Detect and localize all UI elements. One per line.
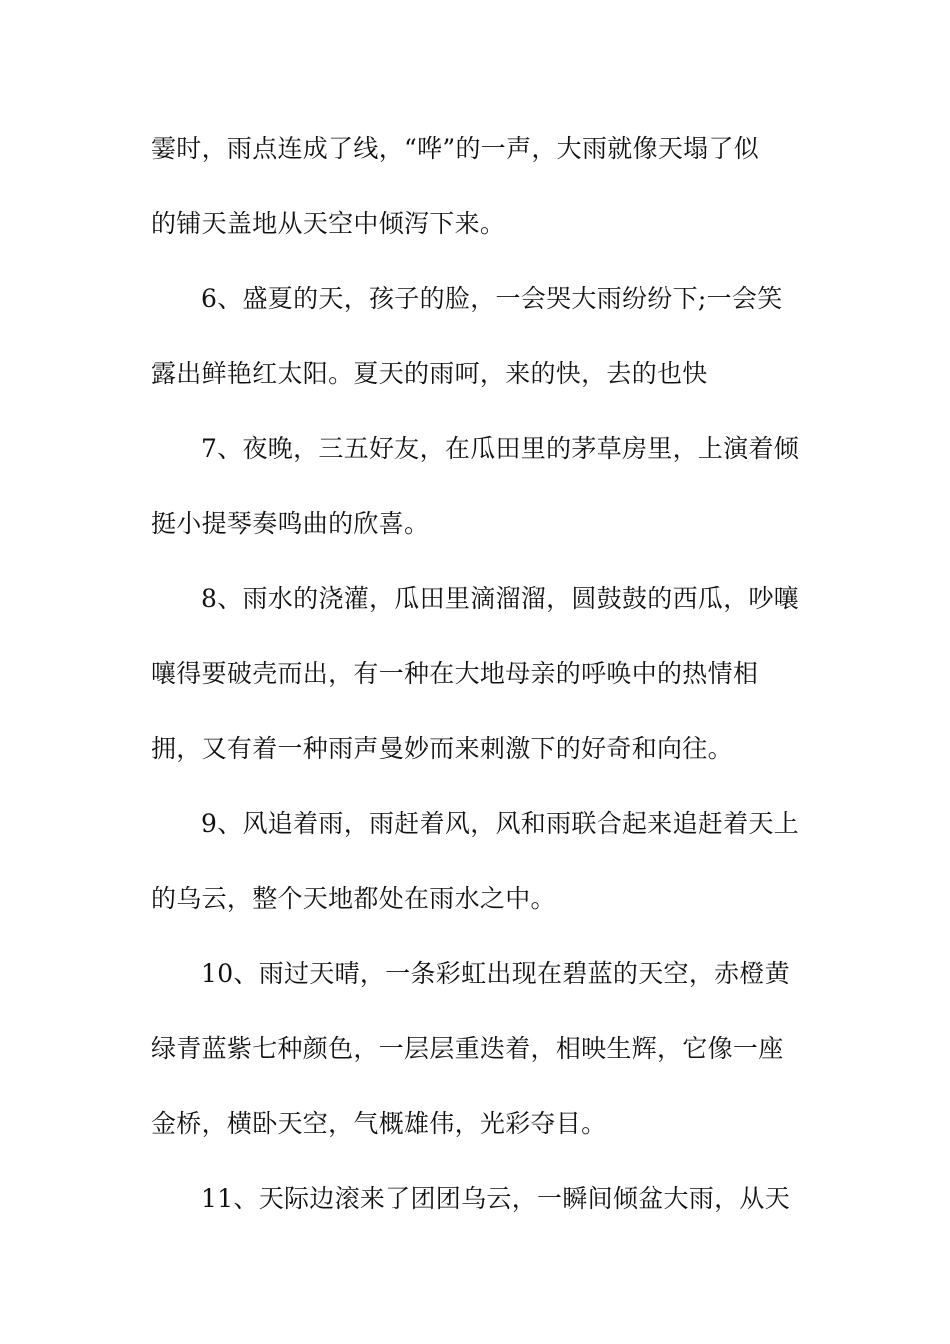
text-line: 露出鲜艳红太阳。夏天的雨呵，来的快，去的也快: [151, 359, 708, 388]
text-line: 拥，又有着一种雨声曼妙而来刺激下的好奇和向往。: [151, 734, 733, 763]
paragraph-6-line: 6、盛夏的天，孩子的脸，一会哭大雨纷纷下;一会笑: [201, 284, 783, 313]
paragraph-7-line: 7、夜晚，三五好友，在瓜田里的茅草房里，上演着倾: [201, 434, 800, 463]
text-line: 绿青蓝紫七种颜色，一层层重迭着，相映生辉，它像一座: [151, 1034, 784, 1063]
text-line: 的乌云，整个天地都处在雨水之中。: [151, 884, 556, 913]
paragraph-8-line: 8、雨水的浇灌，瓜田里滴溜溜，圆鼓鼓的西瓜，吵嚷: [201, 584, 800, 613]
text-line: 金桥，横卧天空，气概雄伟，光彩夺目。: [151, 1109, 607, 1138]
text-line: 嚷得要破壳而出，有一种在大地母亲的呼唤中的热情相: [151, 659, 759, 688]
text-line: 的铺天盖地从天空中倾泻下来。: [151, 209, 506, 238]
paragraph-11-line: 11、天际边滚来了团团乌云，一瞬间倾盆大雨，从天: [201, 1184, 791, 1213]
paragraph-10-line: 10、雨过天晴，一条彩虹出现在碧蓝的天空，赤橙黄: [201, 959, 791, 988]
text-line: 挺小提琴奏鸣曲的欣喜。: [151, 509, 430, 538]
text-line: 霎时，雨点连成了线，“哗”的一声，大雨就像天塌了似: [151, 134, 760, 163]
paragraph-9-line: 9、风追着雨，雨赶着风，风和雨联合起来追赶着天上: [201, 809, 800, 838]
